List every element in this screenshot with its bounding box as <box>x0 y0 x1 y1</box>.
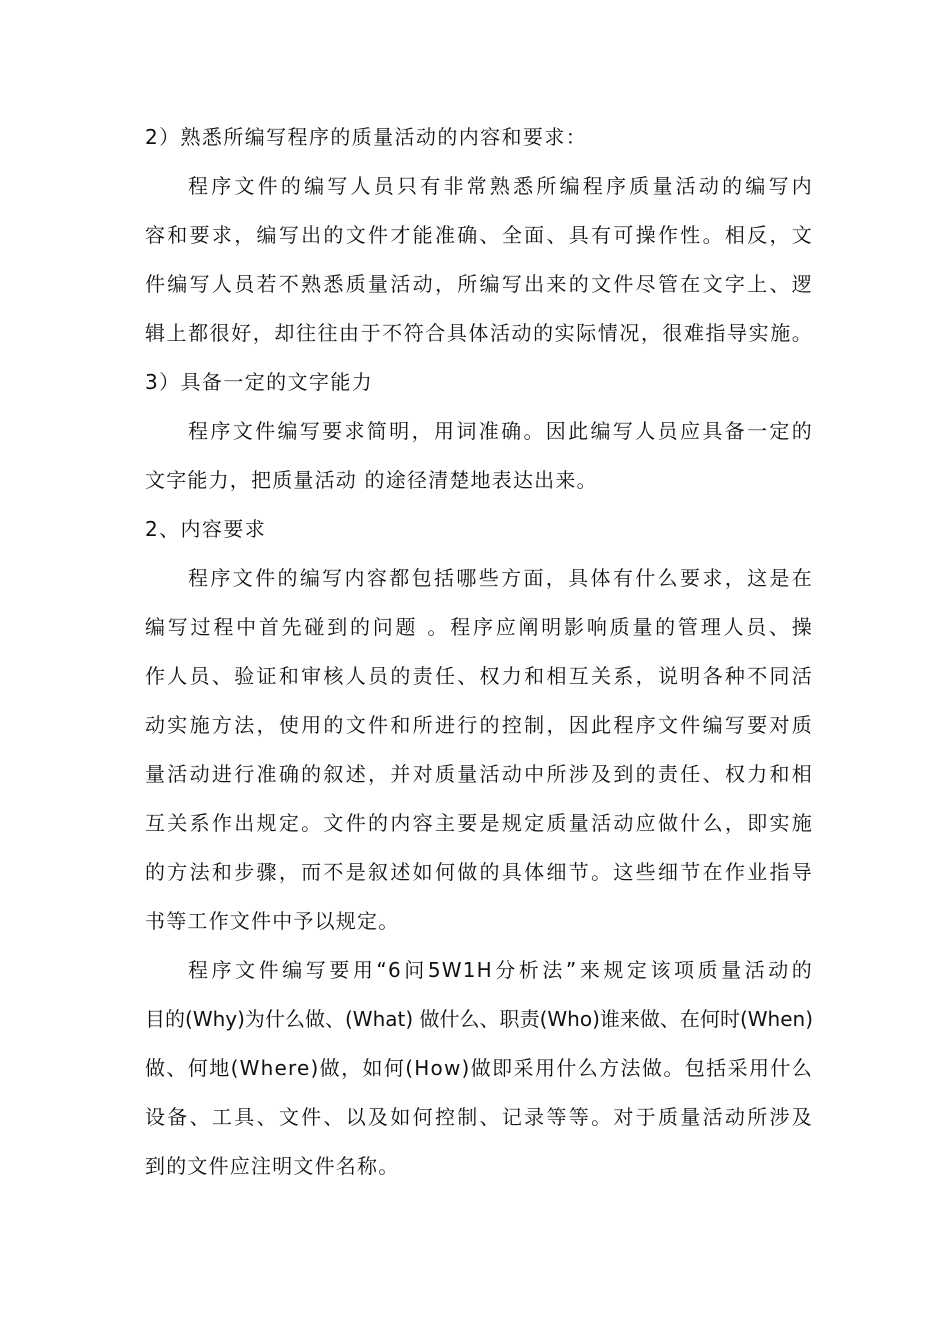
paragraph-line: 程序文件的编写内容都包括哪些方面，具体有什么要求，这是在 <box>188 566 813 590</box>
section-heading: 2、内容要求 <box>145 517 267 541</box>
paragraph-line: 互关系作出规定。文件的内容主要是规定质量活动应做什么，即实施 <box>145 811 813 835</box>
paragraph-line: 程序文件的编写人员只有非常熟悉所编程序质量活动的编写内 <box>188 174 813 198</box>
paragraph-line: 目的(Why)为什么做、(What) 做什么、职责(Who)谁来做、在何时(When) <box>145 1007 813 1031</box>
section-heading: 3）具备一定的文字能力 <box>145 370 374 394</box>
paragraph-line: 编写过程中首先碰到的问题 。程序应阐明影响质量的管理人员、操 <box>145 615 813 639</box>
paragraph-line: 程序文件编写要用“6问5W1H分析法”来规定该项质量活动的 <box>188 958 813 982</box>
paragraph <box>145 162 813 358</box>
paragraph-line: 的方法和步骤，而不是叙述如何做的具体细节。这些细节在作业指导 <box>145 860 813 884</box>
paragraph-line: 件编写人员若不熟悉质量活动，所编写出来的文件尽管在文字上、逻 <box>145 272 813 296</box>
paragraph-line: 程序文件编写要求简明，用词准确。因此编写人员应具备一定的 <box>188 419 813 443</box>
paragraph-line: 文字能力，把质量活动 的途径清楚地表达出来。 <box>145 468 598 492</box>
document-page <box>145 113 813 1191</box>
paragraph <box>145 946 813 1191</box>
paragraph-line: 辑上都很好，却往往由于不符合具体活动的实际情况，很难指导实施。 <box>145 321 813 345</box>
paragraph-line: 量活动进行准确的叙述，并对质量活动中所涉及到的责任、权力和相 <box>145 762 813 786</box>
paragraph <box>145 554 813 946</box>
paragraph-line: 动实施方法，使用的文件和所进行的控制，因此程序文件编写要对质 <box>145 713 813 737</box>
paragraph-line: 书等工作文件中予以规定。 <box>145 909 400 933</box>
paragraph-line: 到的文件应注明文件名称。 <box>145 1154 400 1178</box>
paragraph-line: 做、何地(Where)做，如何(How)做即采用什么方法做。包括采用什么 <box>145 1056 813 1080</box>
section-heading: 2）熟悉所编写程序的质量活动的内容和要求： <box>145 125 588 149</box>
paragraph <box>145 407 813 505</box>
paragraph-line: 容和要求，编写出的文件才能准确、全面、具有可操作性。相反，文 <box>145 223 813 247</box>
paragraph-line: 作人员、验证和审核人员的责任、权力和相互关系，说明各种不同活 <box>145 664 813 688</box>
paragraph-line: 设备、工具、文件、以及如何控制、记录等等。对于质量活动所涉及 <box>145 1105 813 1129</box>
